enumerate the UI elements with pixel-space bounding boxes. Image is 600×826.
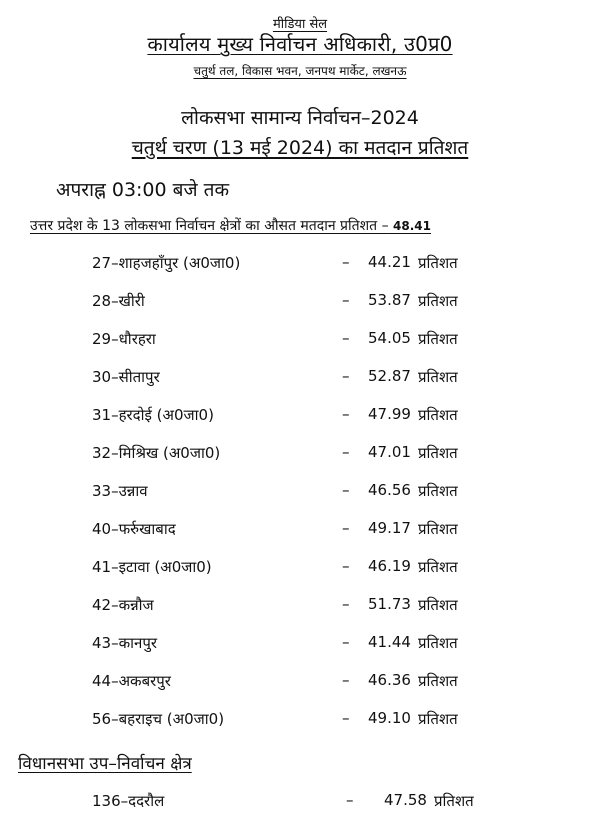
constituency-row <box>0 329 600 367</box>
dash: – <box>342 595 350 613</box>
constituency-name: 29–धौरहरा <box>92 330 156 348</box>
byelection-name: 136–ददरौल <box>92 792 165 810</box>
turnout-value: 47.58 <box>384 791 427 809</box>
dash: – <box>342 671 350 689</box>
turnout-value: 41.44 <box>368 633 411 651</box>
office-title: कार्यालय मुख्य निर्वाचन अधिकारी, उ0प्र0 <box>147 32 453 56</box>
turnout-value: 51.73 <box>368 595 411 613</box>
constituency-name: 28–खीरी <box>92 292 145 310</box>
dash: – <box>342 291 350 309</box>
office-address: चतुर्थ तल, विकास भवन, जनपथ मार्केट, लखनऊ <box>193 64 407 78</box>
constituency-row <box>0 443 600 481</box>
percent-unit: प्रतिशत <box>434 792 474 810</box>
percent-unit: प्रतिशत <box>418 634 458 652</box>
constituency-name: 56–बहराइच (अ0जा0) <box>92 710 225 728</box>
constituency-name: 44–अकबरपुर <box>92 672 171 690</box>
dash: – <box>342 329 350 347</box>
turnout-value: 46.19 <box>368 557 411 575</box>
dash: – <box>342 519 350 537</box>
percent-unit: प्रतिशत <box>418 520 458 538</box>
constituency-row <box>0 595 600 633</box>
dash: – <box>342 443 350 461</box>
constituency-row <box>0 481 600 519</box>
dash: – <box>342 405 350 423</box>
constituency-row <box>0 671 600 709</box>
percent-unit: प्रतिशत <box>418 672 458 690</box>
percent-unit: प्रतिशत <box>418 406 458 424</box>
constituency-row <box>0 291 600 329</box>
dash: – <box>342 367 350 385</box>
media-cell-label: मीडिया सेल <box>272 17 328 32</box>
turnout-value: 47.99 <box>368 405 411 423</box>
assembly-byelection-heading: विधानसभा उप–निर्वाचन क्षेत्र <box>18 754 192 774</box>
percent-unit: प्रतिशत <box>418 596 458 614</box>
dash: – <box>342 481 350 499</box>
percent-unit: प्रतिशत <box>418 482 458 500</box>
constituency-row <box>0 557 600 595</box>
percent-unit: प्रतिशत <box>418 368 458 386</box>
constituency-row <box>0 253 600 291</box>
constituency-row <box>0 367 600 405</box>
turnout-value: 46.36 <box>368 671 411 689</box>
constituency-name: 32–मिश्रिख (अ0जा0) <box>92 444 221 462</box>
dash: – <box>342 709 350 727</box>
turnout-value: 54.05 <box>368 329 411 347</box>
percent-unit: प्रतिशत <box>418 710 458 728</box>
constituency-row <box>0 519 600 557</box>
turnout-value: 44.21 <box>368 253 411 271</box>
constituency-name: 43–कानपुर <box>92 634 157 652</box>
constituency-row <box>0 709 600 747</box>
constituency-name: 30–सीतापुर <box>92 368 160 386</box>
average-turnout-value: 48.41 <box>393 219 431 233</box>
constituency-name: 42–कन्नौज <box>92 596 154 614</box>
percent-unit: प्रतिशत <box>418 558 458 576</box>
turnout-value: 53.87 <box>368 291 411 309</box>
average-turnout-label: उत्तर प्रदेश के 13 लोकसभा निर्वाचन क्षेत्रों का औसत मतदान प्रतिशत – <box>30 218 389 234</box>
average-turnout-line <box>30 216 431 235</box>
turnout-value: 46.56 <box>368 481 411 499</box>
dash: – <box>342 253 350 271</box>
dash: – <box>342 633 350 651</box>
turnout-value: 52.87 <box>368 367 411 385</box>
constituency-name: 40–फर्रुखाबाद <box>92 520 176 538</box>
percent-unit: प्रतिशत <box>418 292 458 310</box>
dash: – <box>342 557 350 575</box>
constituency-name: 27–शाहजहाँपुर (अ0जा0) <box>92 254 241 272</box>
constituency-name: 33–उन्नाव <box>92 482 148 500</box>
percent-unit: प्रतिशत <box>418 254 458 272</box>
dash: – <box>346 791 354 809</box>
turnout-value: 49.10 <box>368 709 411 727</box>
election-title: लोकसभा सामान्य निर्वाचन–2024 <box>181 107 419 129</box>
constituency-row <box>0 633 600 671</box>
time-label: अपराह्न 03:00 बजे तक <box>56 179 230 201</box>
percent-unit: प्रतिशत <box>418 444 458 462</box>
turnout-value: 49.17 <box>368 519 411 537</box>
constituency-name: 31–हरदोई (अ0जा0) <box>92 406 214 424</box>
constituency-row <box>0 405 600 443</box>
percent-unit: प्रतिशत <box>418 330 458 348</box>
phase-title: चतुर्थ चरण (13 मई 2024) का मतदान प्रतिशत <box>131 137 469 159</box>
turnout-value: 47.01 <box>368 443 411 461</box>
constituency-name: 41–इटावा (अ0जा0) <box>92 558 212 576</box>
